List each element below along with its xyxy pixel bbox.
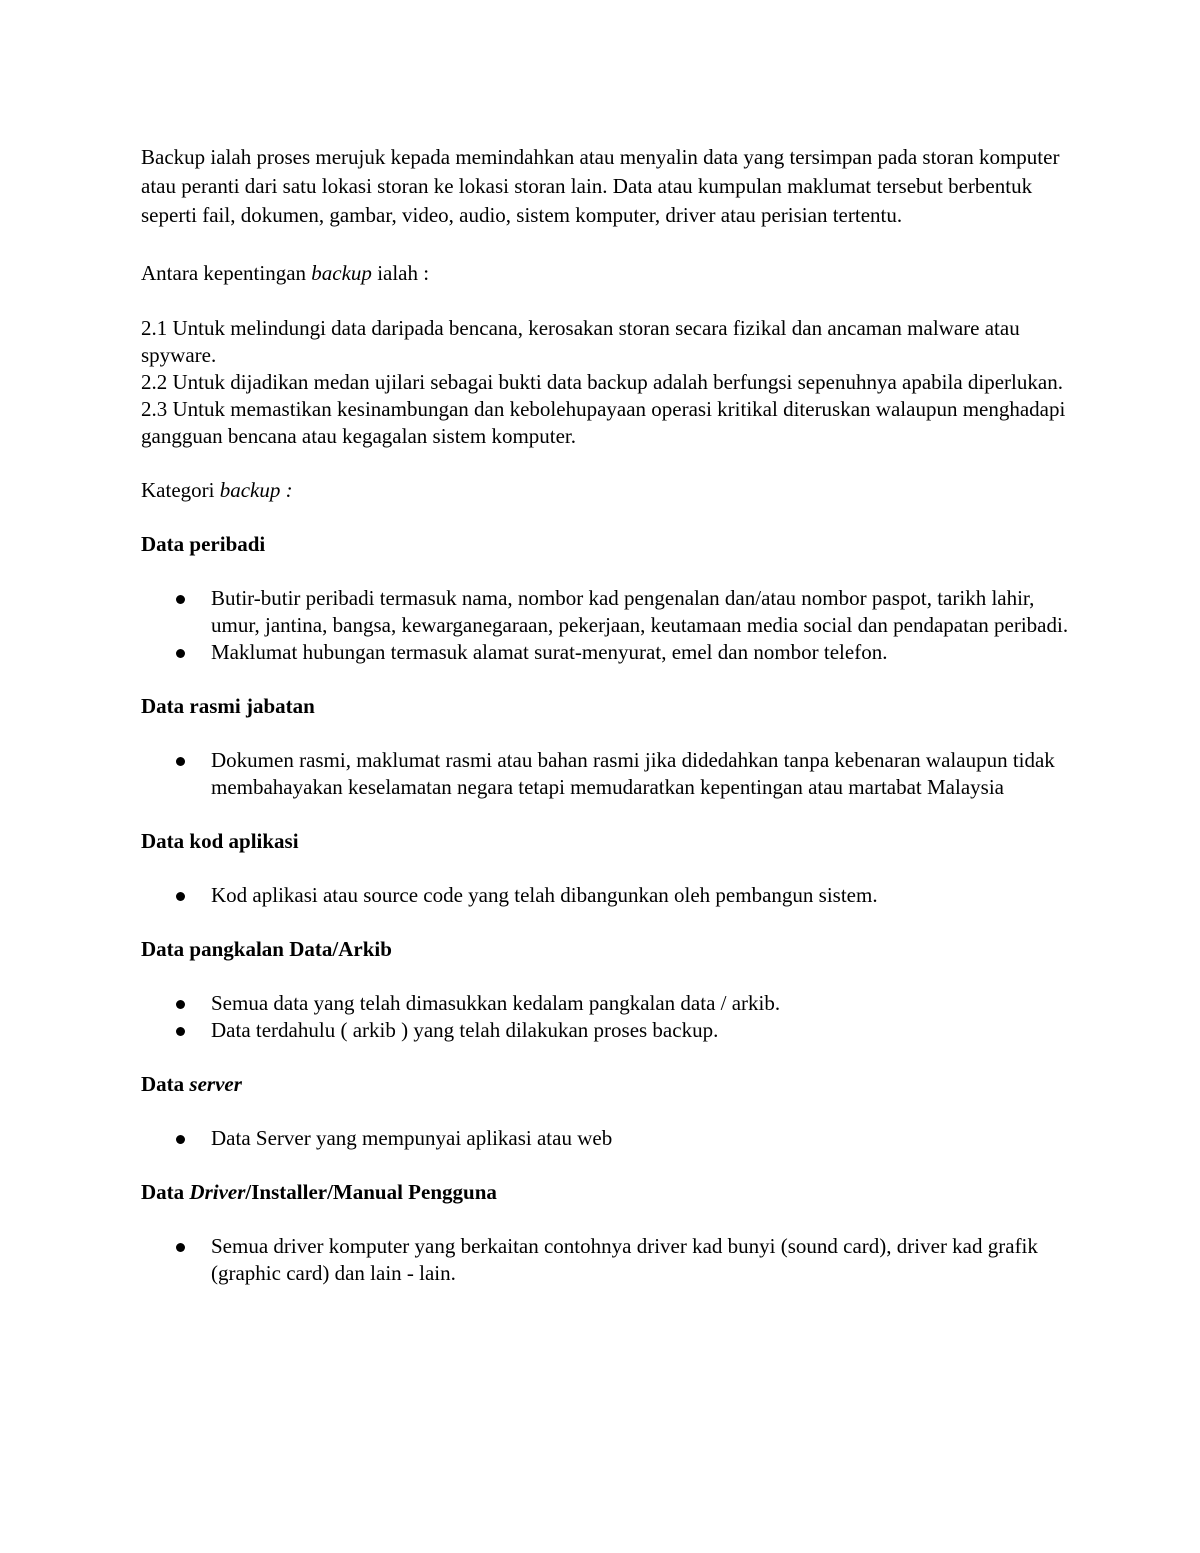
importance-lead: Antara kepentingan backup ialah : — [141, 261, 430, 285]
section-list-data-peribadi — [141, 585, 1071, 666]
document-page — [141, 143, 1071, 1287]
section-list-data-kod-aplikasi — [141, 882, 1071, 909]
bullet-icon — [176, 1243, 185, 1252]
section-heading-data-server: Data server — [141, 1072, 242, 1096]
list-item: Semua driver komputer yang berkaitan contohnya driver kad bunyi (sound card), driver kad grafik (graphic card) dan lain - lain. — [141, 1233, 1071, 1287]
importance-point-2: 2.2 Untuk dijadikan medan ujilari sebagai bukti data backup adalah berfungsi sepenuhnya apabila diperlukan. — [141, 370, 1063, 394]
list-item: Kod aplikasi atau source code yang telah dibangunkan oleh pembangun sistem. — [141, 882, 1071, 909]
bullet-icon — [176, 892, 185, 901]
section-list-data-rasmi-jabatan — [141, 747, 1071, 801]
section-heading-data-driver: Data Driver/Installer/Manual Pengguna — [141, 1180, 497, 1204]
bullet-icon — [176, 1000, 185, 1009]
categories-lead: Kategori backup : — [141, 478, 293, 502]
bullet-icon — [176, 595, 185, 604]
list-item: Data Server yang mempunyai aplikasi atau web — [141, 1125, 1071, 1152]
list-item: Semua data yang telah dimasukkan kedalam pangkalan data / arkib. — [141, 990, 1071, 1017]
bullet-icon — [176, 1027, 185, 1036]
section-heading-data-pangkalan: Data pangkalan Data/Arkib — [141, 937, 392, 961]
bullet-icon — [176, 1135, 185, 1144]
intro-paragraph: Backup ialah proses merujuk kepada memindahkan atau menyalin data yang tersimpan pada storan komputer atau peranti dari satu lokasi storan ke lokasi storan lain. Data atau kumpulan maklumat tersebut berbentuk seperti fail, dokumen, gambar, video, audio, sistem komputer, driver atau perisian tertentu. — [141, 145, 1060, 227]
importance-point-3: 2.3 Untuk memastikan kesinambungan dan kebolehupayaan operasi kritikal diteruskan walaupun menghadapi gangguan bencana atau kegagalan sistem komputer. — [141, 397, 1066, 448]
section-list-data-server — [141, 1125, 1071, 1152]
list-item: Dokumen rasmi, maklumat rasmi atau bahan rasmi jika didedahkan tanpa kebenaran walaupun tidak membahayakan keselamatan negara tetapi memudaratkan kepentingan atau martabat Malaysia — [141, 747, 1071, 801]
section-heading-data-kod-aplikasi: Data kod aplikasi — [141, 829, 299, 853]
importance-points — [141, 315, 1071, 450]
list-item: Data terdahulu ( arkib ) yang telah dilakukan proses backup. — [141, 1017, 1071, 1044]
bullet-icon — [176, 757, 185, 766]
section-list-data-driver — [141, 1233, 1071, 1287]
bullet-icon — [176, 649, 185, 658]
list-item: Butir-butir peribadi termasuk nama, nombor kad pengenalan dan/atau nombor paspot, tarikh lahir, umur, jantina, bangsa, kewarganegaraan, pekerjaan, keutamaan media social dan pendapatan peribadi. — [141, 585, 1071, 639]
section-heading-data-rasmi-jabatan: Data rasmi jabatan — [141, 694, 315, 718]
list-item: Maklumat hubungan termasuk alamat surat-menyurat, emel dan nombor telefon. — [141, 639, 1071, 666]
section-list-data-pangkalan — [141, 990, 1071, 1044]
importance-point-1: 2.1 Untuk melindungi data daripada bencana, kerosakan storan secara fizikal dan ancaman malware atau spyware. — [141, 316, 1020, 367]
section-heading-data-peribadi: Data peribadi — [141, 532, 266, 556]
